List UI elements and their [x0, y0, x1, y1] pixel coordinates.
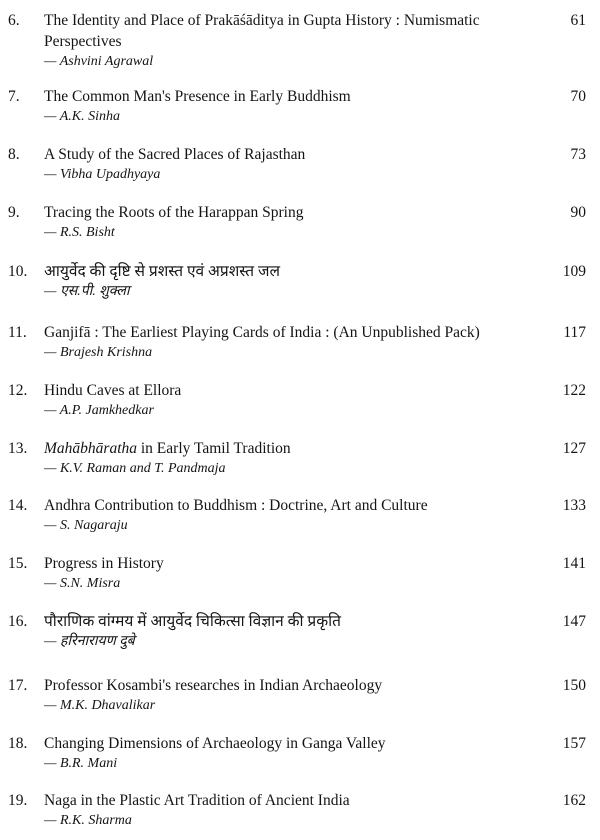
- entry-title-block: [44, 733, 544, 773]
- entry-number: 7.: [8, 88, 20, 105]
- entry-number: 12.: [8, 382, 28, 399]
- entry-page-number: 157: [562, 735, 586, 752]
- entry-title: in Early Tamil Tradition: [137, 440, 291, 457]
- toc-entry: [0, 322, 600, 372]
- entry-author: — Vibha Upadhyaya: [44, 167, 161, 182]
- entry-title: Hindu Caves at Ellora: [44, 382, 182, 399]
- entry-author: — A.P. Jamkhedkar: [44, 403, 154, 418]
- entry-page-number: 70: [570, 88, 586, 105]
- toc-entry: [0, 86, 600, 136]
- entry-author: — Ashvini Agrawal: [44, 54, 154, 69]
- entry-title-block: [44, 380, 544, 420]
- entry-number: 15.: [8, 555, 28, 572]
- entry-number: 14.: [8, 497, 28, 514]
- entry-title-block: [44, 322, 544, 362]
- entry-page-number: 61: [570, 12, 586, 29]
- entry-author: — B.R. Mani: [44, 756, 118, 771]
- entry-title-block: [44, 144, 544, 184]
- toc-entry: [0, 380, 600, 430]
- entry-title: Naga in the Plastic Art Tradition of Ancient India: [44, 792, 350, 809]
- entry-title: पौराणिक वांग्मय में आयुर्वेद चिकित्सा विज्ञान की प्रकृति: [44, 613, 341, 630]
- entry-page-number: 133: [562, 497, 586, 514]
- entry-page-number: 150: [562, 677, 586, 694]
- entry-title-block: [44, 10, 544, 71]
- entry-author: — Brajesh Krishna: [44, 345, 153, 360]
- entry-title-block: [44, 202, 544, 242]
- entry-title: Ganjifā : The Earliest Playing Cards of India : (An Unpublished Pack): [44, 324, 480, 341]
- toc-entry: [0, 261, 600, 311]
- entry-title-italic: Mahābhāratha: [44, 440, 137, 457]
- entry-title: Tracing the Roots of the Harappan Spring: [44, 204, 304, 221]
- entry-author: — R.S. Bisht: [44, 225, 115, 240]
- entry-title: A Study of the Sacred Places of Rajasthan: [44, 146, 306, 163]
- entry-number: 18.: [8, 735, 28, 752]
- toc-entry: [0, 10, 600, 69]
- toc-entry: [0, 144, 600, 194]
- entry-author: — M.K. Dhavalikar: [44, 698, 156, 713]
- entry-page-number: 127: [562, 440, 586, 457]
- toc-entry: [0, 495, 600, 545]
- toc-entry: [0, 553, 600, 603]
- entry-page-number: 90: [570, 204, 586, 221]
- entry-title: Changing Dimensions of Archaeology in Ganga Valley: [44, 735, 386, 752]
- toc-entry: [0, 438, 600, 488]
- entry-page-number: 141: [562, 555, 586, 572]
- entry-number: 17.: [8, 677, 28, 694]
- entry-title-block: [44, 495, 544, 535]
- entry-author: — S. Nagaraju: [44, 518, 128, 533]
- entry-title-block: [44, 790, 544, 830]
- toc-entry: [0, 611, 600, 661]
- entry-title: The Identity and Place of Prakāśāditya in Gupta History : Numismatic Perspectives: [44, 12, 480, 50]
- entry-number: 19.: [8, 792, 28, 809]
- entry-page-number: 109: [562, 263, 586, 280]
- entry-author: — A.K. Sinha: [44, 109, 120, 124]
- entry-title-block: [44, 553, 544, 593]
- entry-number: 9.: [8, 204, 20, 221]
- entry-author: — हरिनारायण दुबे: [44, 634, 135, 649]
- entry-author: — S.N. Misra: [44, 576, 121, 591]
- entry-number: 8.: [8, 146, 20, 163]
- entry-author: — K.V. Raman and T. Pandmaja: [44, 461, 226, 476]
- entry-page-number: 122: [562, 382, 586, 399]
- entry-title: The Common Man's Presence in Early Buddhism: [44, 88, 351, 105]
- entry-title-block: [44, 611, 544, 651]
- entry-title: Andhra Contribution to Buddhism : Doctrine, Art and Culture: [44, 497, 428, 514]
- entry-title: Progress in History: [44, 555, 164, 572]
- entry-page-number: 117: [563, 324, 586, 341]
- entry-author: — R.K. Sharma: [44, 813, 132, 828]
- toc-entry: [0, 675, 600, 725]
- toc-entry: [0, 733, 600, 783]
- entry-page-number: 162: [562, 792, 586, 809]
- toc-entry: [0, 202, 600, 252]
- toc-entry: [0, 790, 600, 840]
- entry-author: — एस.पी. शुक्ला: [44, 284, 130, 299]
- entry-number: 11.: [8, 324, 27, 341]
- entry-number: 16.: [8, 613, 28, 630]
- entry-title-block: [44, 438, 544, 478]
- entry-title-block: [44, 261, 544, 301]
- entry-title-block: [44, 86, 544, 126]
- entry-title: Professor Kosambi's researches in Indian Archaeology: [44, 677, 383, 694]
- entry-title: आयुर्वेद की दृष्टि से प्रशस्त एवं अप्रशस्त जल: [44, 263, 280, 280]
- entry-number: 6.: [8, 12, 20, 29]
- entry-page-number: 73: [570, 146, 586, 163]
- entry-number: 10.: [8, 263, 28, 280]
- entry-title-block: [44, 675, 544, 715]
- entry-number: 13.: [8, 440, 28, 457]
- entry-page-number: 147: [562, 613, 586, 630]
